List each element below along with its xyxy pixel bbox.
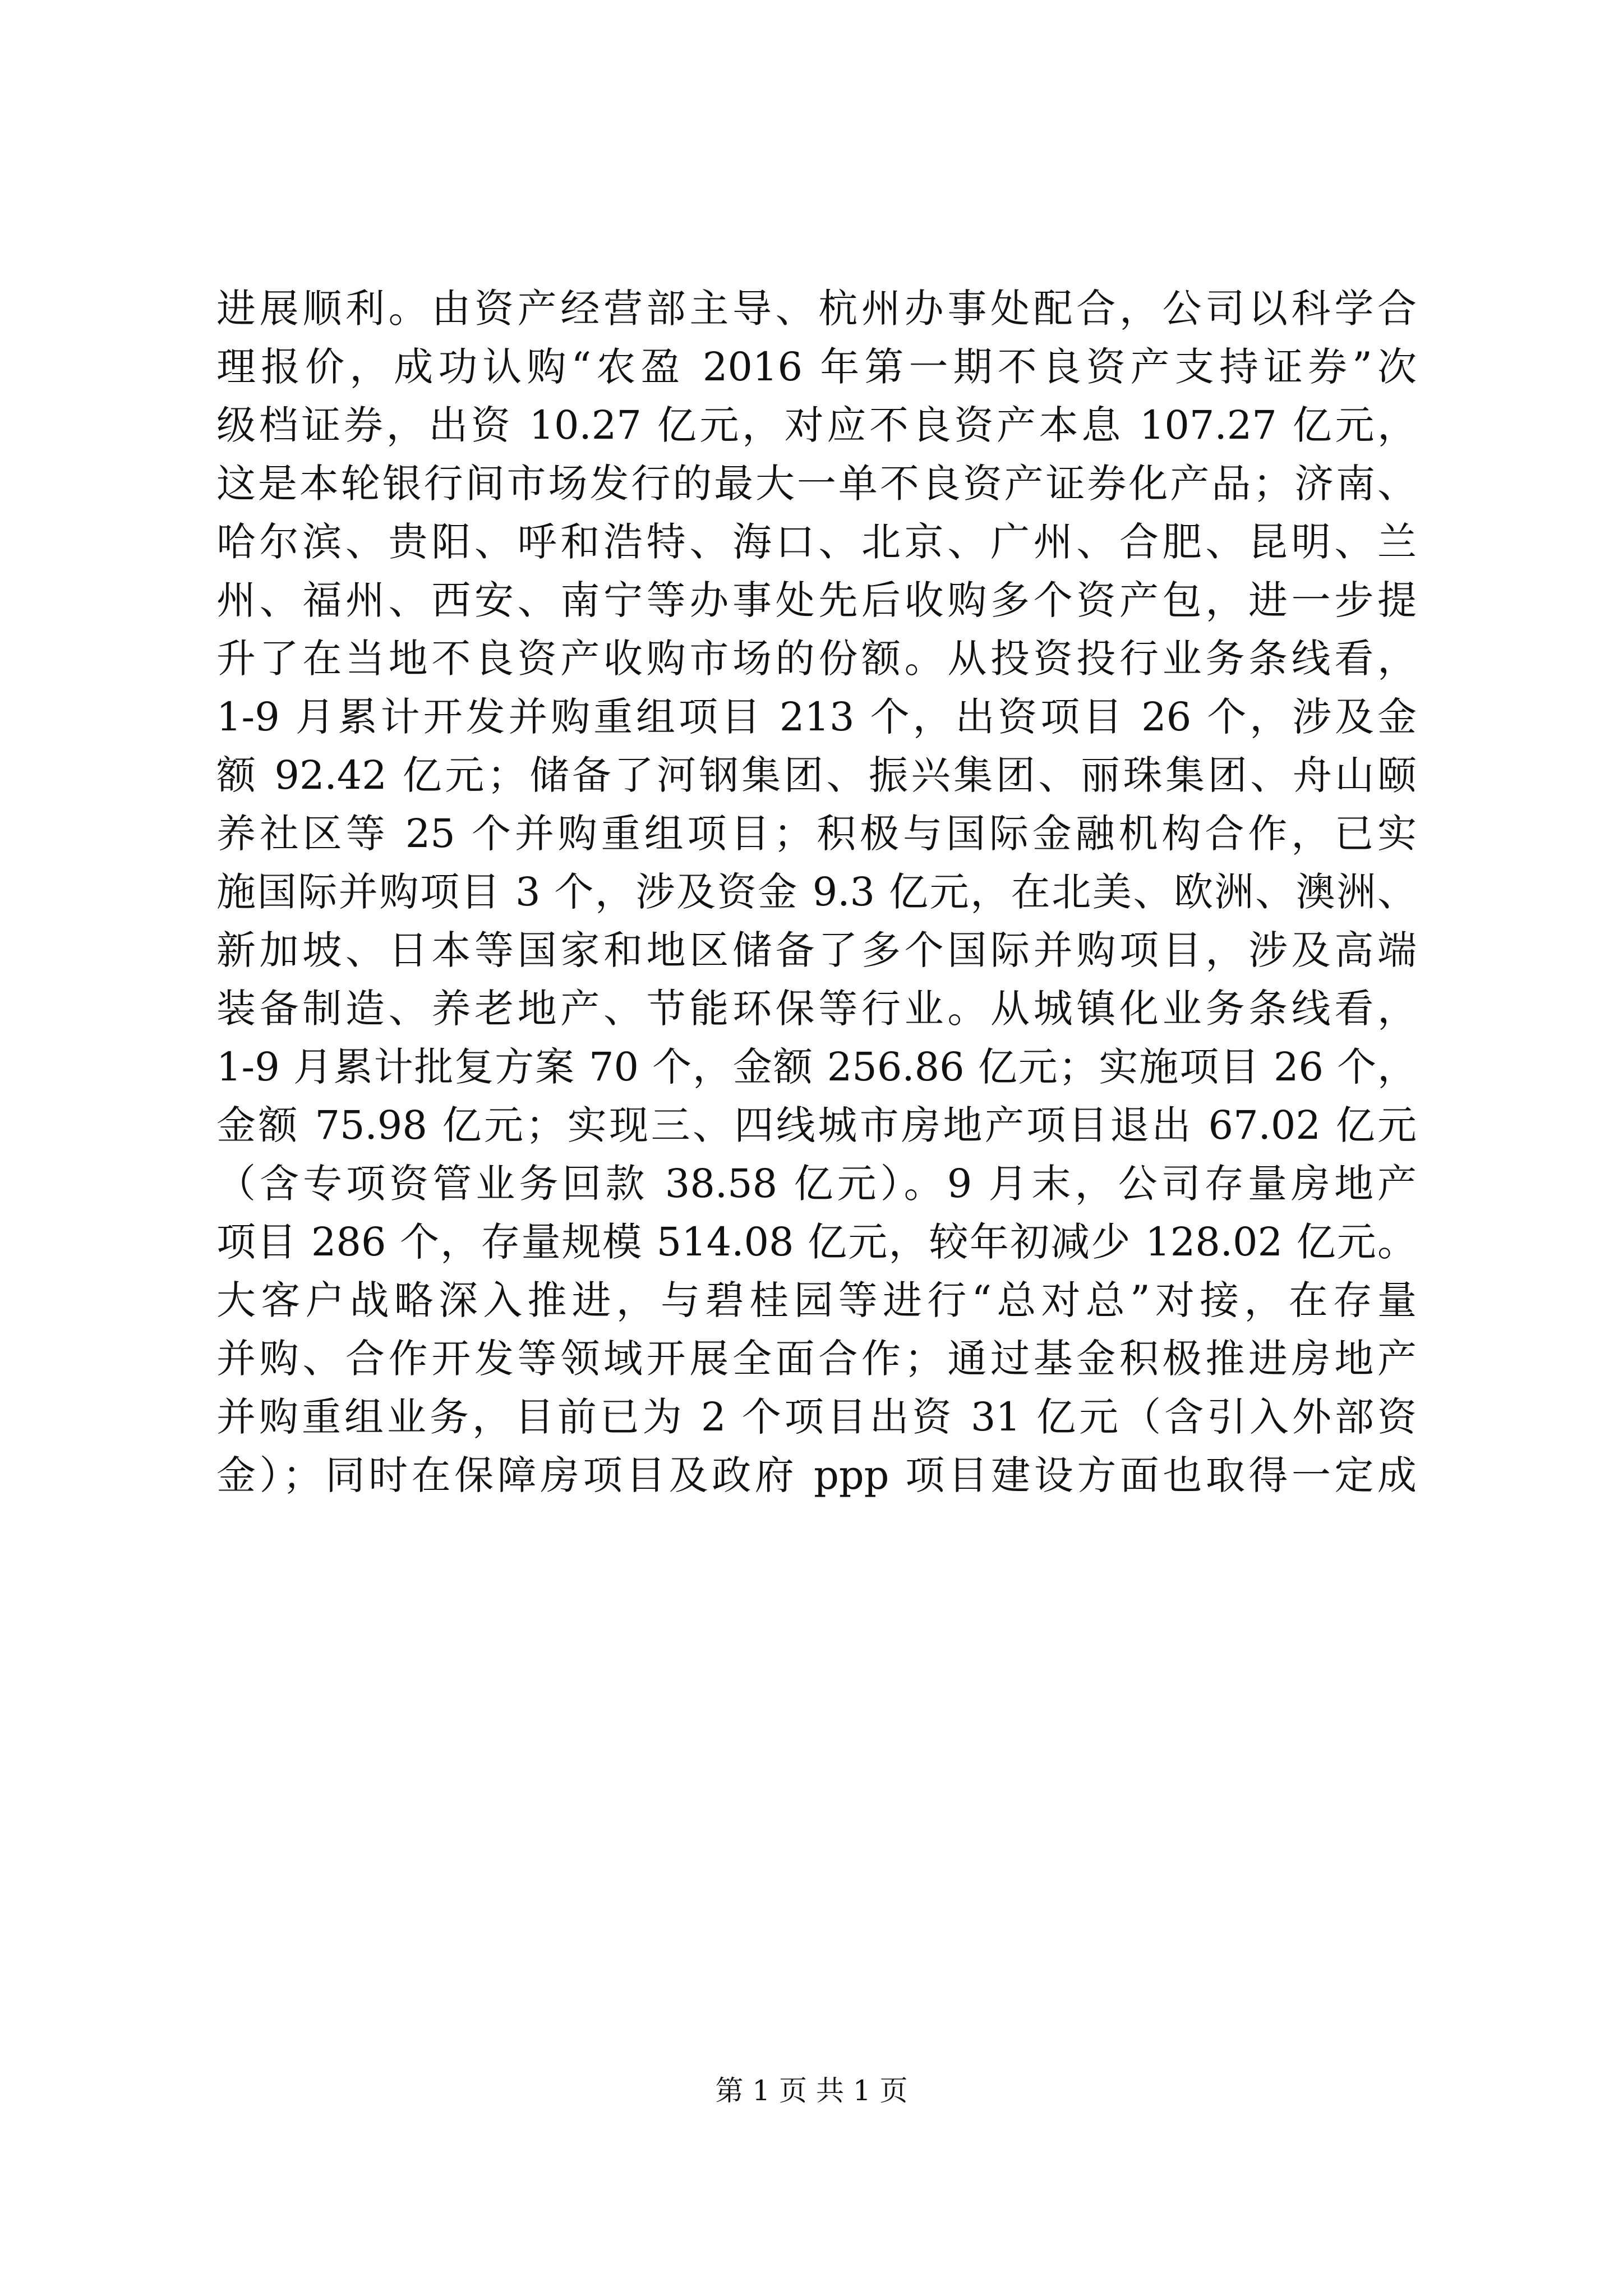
text-line: 金）；同时在保障房项目及政府 ppp 项目建设方面也取得一定成 — [216, 1452, 1417, 1498]
text-line: 施国际并购项目 3 个，涉及资金 9.3 亿元，在北美、欧洲、澳洲、 — [216, 869, 1417, 915]
text-line: 升了在当地不良资产收购市场的份额。从投资投行业务条线看， — [216, 636, 1417, 682]
text-line: 并购重组业务，目前已为 2 个项目出资 31 亿元（含引入外部资 — [216, 1394, 1417, 1440]
text-line: 项目 286 个，存量规模 514.08 亿元，较年初减少 128.02 亿元。 — [216, 1219, 1417, 1265]
text-line: 1-9 月累计批复方案 70 个，金额 256.86 亿元；实施项目 26 个， — [216, 1044, 1417, 1090]
text-line: 州、福州、西安、南宁等办事处先后收购多个资产包，进一步提 — [216, 577, 1417, 623]
text-line: 新加坡、日本等国家和地区储备了多个国际并购项目，涉及高端 — [216, 927, 1417, 973]
text-line: 理报价，成功认购“农盈 2016 年第一期不良资产支持证券”次 — [216, 344, 1417, 390]
text-line: 大客户战略深入推进，与碧桂园等进行“总对总”对接，在存量 — [216, 1277, 1417, 1323]
text-line: 1-9 月累计开发并购重组项目 213 个，出资项目 26 个，涉及金 — [216, 694, 1417, 740]
text-line: 装备制造、养老地产、节能环保等行业。从城镇化业务条线看， — [216, 986, 1417, 1032]
text-line: 并购、合作开发等领域开展全面合作；通过基金积极推进房地产 — [216, 1336, 1417, 1382]
text-line: 哈尔滨、贵阳、呼和浩特、海口、北京、广州、合肥、昆明、兰 — [216, 519, 1417, 565]
text-line: （含专项资管业务回款 38.58 亿元）。9 月末，公司存量房地产 — [216, 1161, 1417, 1207]
body-text — [216, 279, 1417, 1504]
page-footer: 第 1 页 共 1 页 — [715, 2074, 908, 2107]
text-line: 额 92.42 亿元；储备了河钢集团、振兴集团、丽珠集团、舟山颐 — [216, 752, 1417, 798]
text-line: 金额 75.98 亿元；实现三、四线城市房地产项目退出 67.02 亿元 — [216, 1102, 1417, 1148]
text-line: 进展顺利。由资产经营部主导、杭州办事处配合，公司以科学合 — [216, 286, 1417, 332]
text-line: 级档证券，出资 10.27 亿元，对应不良资产本息 107.27 亿元， — [216, 402, 1417, 448]
text-line: 这是本轮银行间市场发行的最大一单不良资产证券化产品；济南、 — [216, 461, 1417, 507]
text-line: 养社区等 25 个并购重组项目；积极与国际金融机构合作，已实 — [216, 811, 1417, 857]
